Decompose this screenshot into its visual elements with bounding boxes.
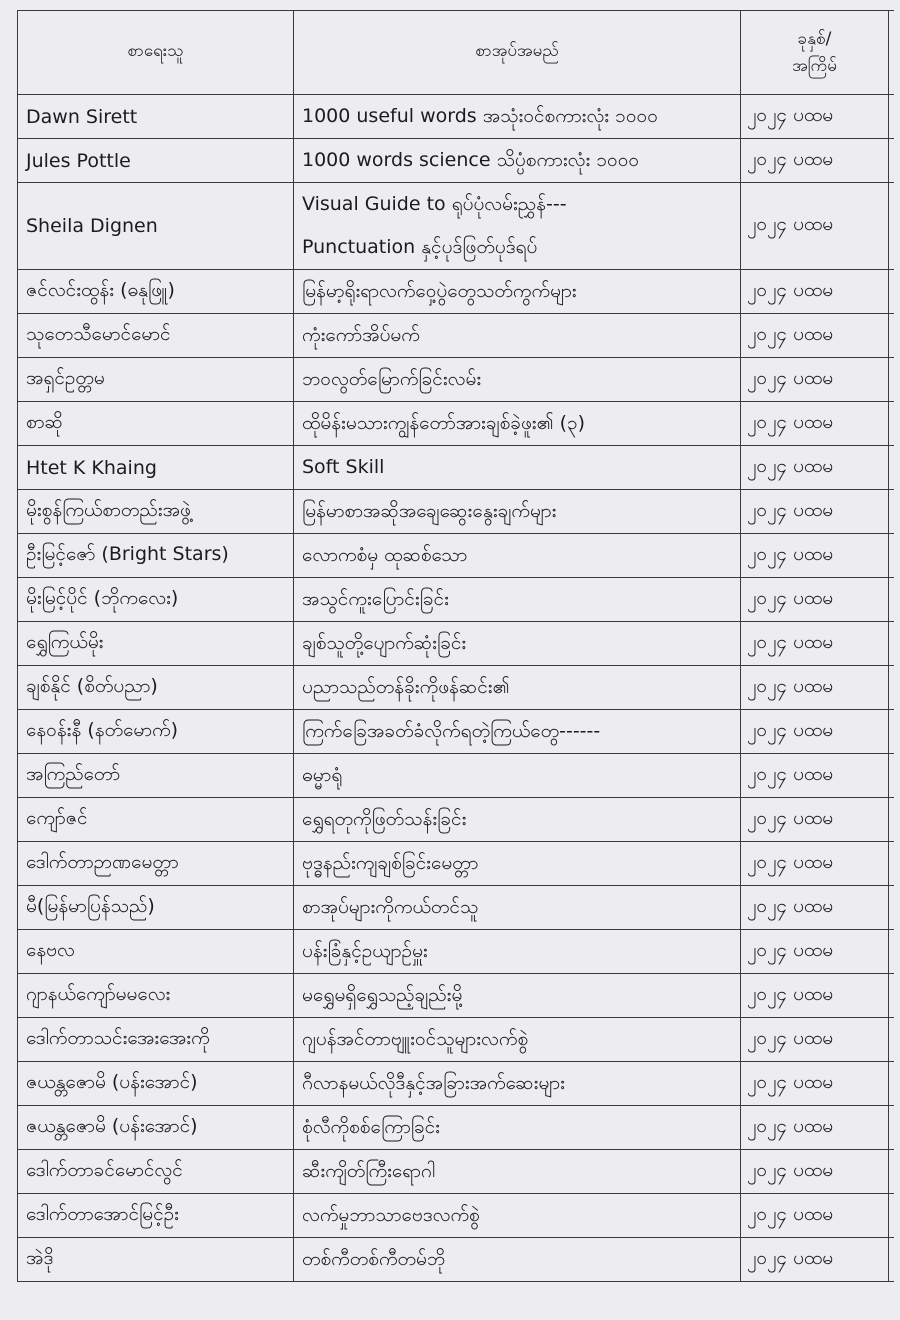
extra-cell [889,314,894,358]
edition-cell: ၂၀၂၄ ပထမ [741,1018,889,1062]
author-cell: မီ(မြန်မာပြန်သည်) [18,886,294,930]
title-cell [294,270,741,314]
title-line: Soft Skill [302,456,385,478]
edition-cell: ၂၀၂၄ ပထမ [741,183,889,270]
author-cell: Jules Pottle [18,139,294,183]
table-row [18,314,894,358]
title-cell [294,358,741,402]
header-row [18,11,894,95]
title-line: ဂျပန်အင်တာဗျူးဝင်သူများလက်စွဲ [302,1028,529,1050]
table-row [18,1018,894,1062]
author-cell: သုတေသီမောင်မောင် [18,314,294,358]
author-cell: နေဝန်းနီ (နတ်မောက်) [18,710,294,754]
title-line: ကြက်ခြေအခတ်ခံလိုက်ရတဲ့ကြယ်တွေ------ [302,720,601,742]
table-body [18,95,894,1282]
title-column-header: စာအုပ်အမည် [294,11,741,95]
author-cell: ဇယန္တဇောမိ (ပန်းအောင်) [18,1062,294,1106]
edition-cell: ၂၀၂၄ ပထမ [741,358,889,402]
title-line: ထိုမိန်းမသားကျွန်တော်အားချစ်ခဲ့ဖူး၏ (၃) [302,412,586,434]
extra-cell [889,1106,894,1150]
title-cell [294,490,741,534]
title-cell [294,95,741,139]
extra-column-header [889,11,894,95]
title-cell [294,1106,741,1150]
author-cell: ဂျာနယ်ကျော်မမလေး [18,974,294,1018]
edition-cell: ၂၀၂၄ ပထမ [741,534,889,578]
edition-cell: ၂၀၂၄ ပထမ [741,490,889,534]
edition-cell: ၂၀၂၄ ပထမ [741,1106,889,1150]
title-cell [294,578,741,622]
author-cell: စာဆို [18,402,294,446]
extra-cell [889,974,894,1018]
edition-cell: ၂၀၂၄ ပထမ [741,754,889,798]
title-line: ဗုဒ္ဓနည်းကျချစ်ခြင်းမေတ္တာ [302,852,479,874]
table-row [18,1062,894,1106]
title-line: Visual Guide to ရုပ်ပုံလမ်းညွှန်--- [302,193,567,215]
author-cell: ချစ်နိုင် (စိတ်ပညာ) [18,666,294,710]
edition-cell: ၂၀၂၄ ပထမ [741,1238,889,1282]
title-cell [294,314,741,358]
table-row [18,622,894,666]
table-row [18,534,894,578]
table-row [18,1150,894,1194]
title-line: လောကစံမှ ထုဆစ်သော [302,544,468,566]
edition-cell: ၂၀၂၄ ပထမ [741,666,889,710]
table-row [18,402,894,446]
extra-cell [889,534,894,578]
author-cell: ဒေါက်တာခင်မောင်လွင် [18,1150,294,1194]
table-row [18,1194,894,1238]
author-cell: နေဗလ [18,930,294,974]
edition-cell: ၂၀၂၄ ပထမ [741,402,889,446]
edition-cell: ၂၀၂၄ ပထမ [741,270,889,314]
edition-cell: ၂၀၂၄ ပထမ [741,1150,889,1194]
title-line: ရွှေရတုကိုဖြတ်သန်းခြင်း [302,808,467,830]
book-list-table [17,10,894,1282]
extra-cell [889,358,894,402]
edition-cell: ၂၀၂၄ ပထမ [741,446,889,490]
title-cell [294,446,741,490]
extra-cell [889,710,894,754]
title-cell [294,622,741,666]
table-row [18,578,894,622]
title-line: မရွှေမရှိရွှေသည့်ချည်းမို့ [302,984,463,1006]
title-cell [294,798,741,842]
extra-cell [889,402,894,446]
table-row [18,183,894,270]
author-column-header: စာရေးသူ [18,11,294,95]
title-cell [294,139,741,183]
author-cell: ရွှေကြယ်မိုး [18,622,294,666]
table-row [18,842,894,886]
title-line: ပညာသည်တန်ခိုးကိုဖန်ဆင်း၏ [302,676,510,698]
edition-cell: ၂၀၂၄ ပထမ [741,314,889,358]
author-cell: မိုးစွန်ကြယ်စာတည်းအဖွဲ့ [18,490,294,534]
title-cell [294,534,741,578]
title-line: စာအုပ်များကိုကယ်တင်သူ [302,896,479,918]
author-cell: အကြည်တော် [18,754,294,798]
author-cell: ဇယန္တဇောမိ (ပန်းအောင်) [18,1106,294,1150]
table-row [18,798,894,842]
extra-cell [889,1194,894,1238]
extra-cell [889,622,894,666]
author-cell: Dawn Sirett [18,95,294,139]
title-line: တစ်ကီတစ်ကီတမ်ဘို [302,1248,446,1270]
title-line: ပန်းခြံနှင့်ဥယျာဉ်မှူး [302,940,428,962]
title-cell [294,930,741,974]
extra-cell [889,95,894,139]
title-cell [294,974,741,1018]
title-cell [294,1018,741,1062]
title-line: ဓမ္မာရုံ [302,764,343,786]
edition-cell: ၂၀၂၄ ပထမ [741,842,889,886]
author-cell: Htet K Khaing [18,446,294,490]
author-cell: ဒေါက်တာသင်းအေးအေးကို [18,1018,294,1062]
title-line: ကုံးကော်အိပ်မက် [302,324,420,346]
extra-cell [889,270,894,314]
extra-cell [889,798,894,842]
title-cell [294,1194,741,1238]
title-cell [294,842,741,886]
table-row [18,930,894,974]
author-cell: အရှင်ဥတ္တမ [18,358,294,402]
extra-cell [889,183,894,270]
edition-cell: ၂၀၂၄ ပထမ [741,930,889,974]
edition-cell: ၂၀၂၄ ပထမ [741,139,889,183]
extra-cell [889,1238,894,1282]
table-row [18,358,894,402]
title-line: စုံလီကိုစစ်ကြောခြင်း [302,1116,440,1138]
title-line: မြန်မာ့ရိုးရာလက်ဝှေ့ပွဲတွေသတ်ကွက်များ [302,280,577,302]
edition-cell: ၂၀၂၄ ပထမ [741,578,889,622]
title-cell [294,710,741,754]
author-cell: ဒေါက်တာဉာဏမေတ္တာ [18,842,294,886]
table-row [18,490,894,534]
extra-cell [889,490,894,534]
edition-cell: ၂၀၂၄ ပထမ [741,886,889,930]
author-cell: ကျော်ဇင် [18,798,294,842]
title-line: ဆီးကျိတ်ကြီးရောဂါ [302,1160,436,1182]
title-cell [294,183,741,270]
extra-cell [889,842,894,886]
table-row [18,1238,894,1282]
table-row [18,1106,894,1150]
title-line: လက်မှုဘာသာဗေဒလက်စွဲ [302,1204,480,1226]
edition-cell: ၂၀၂၄ ပထမ [741,1194,889,1238]
table-row [18,754,894,798]
extra-cell [889,578,894,622]
title-line: မြန်မာစာအဆိုအချေဆွေးနွေးချက်များ [302,500,557,522]
title-cell [294,1150,741,1194]
title-cell [294,1062,741,1106]
table-header [18,11,894,95]
extra-cell [889,754,894,798]
extra-cell [889,446,894,490]
author-cell: မိုးမြင့်ပိုင် (ဘိုကလေး) [18,578,294,622]
extra-cell [889,1062,894,1106]
author-cell: အဲဒို [18,1238,294,1282]
edition-cell: ၂၀၂၄ ပထမ [741,1062,889,1106]
edition-column-header [741,11,889,95]
edition-cell: ၂၀၂၄ ပထမ [741,710,889,754]
title-line: ချစ်သူတို့ပျောက်ဆုံးခြင်း [302,632,467,654]
table-row [18,270,894,314]
table-row [18,974,894,1018]
title-line: ဂီလာနမယ်လိုဒီနှင့်အခြားအက်ဆေးများ [302,1072,565,1094]
edition-cell: ၂၀၂၄ ပထမ [741,974,889,1018]
title-line: 1000 words science သိပ္ပံစကားလုံး ၁၀၀၀ [302,149,640,171]
extra-cell [889,139,894,183]
title-line: 1000 useful words အသုံးဝင်စကားလုံး ၁၀၀၀ [302,105,658,127]
title-cell [294,402,741,446]
author-cell: Sheila Dignen [18,183,294,270]
table-row [18,446,894,490]
title-line: အသွင်ကူးပြောင်းခြင်း [302,588,449,610]
extra-cell [889,666,894,710]
title-cell [294,754,741,798]
edition-cell: ၂၀၂၄ ပထမ [741,95,889,139]
author-cell: ဒေါက်တာအောင်မြင့်ဦး [18,1194,294,1238]
title-cell [294,1238,741,1282]
table-row [18,710,894,754]
extra-cell [889,886,894,930]
table-row [18,139,894,183]
title-line: Punctuation နှင့်ပုဒ်ဖြတ်ပုဒ်ရပ် [302,236,538,258]
extra-cell [889,1150,894,1194]
title-cell [294,666,741,710]
extra-cell [889,1018,894,1062]
title-line: ဘဝလွတ်မြောက်ခြင်းလမ်း [302,368,482,390]
extra-cell [889,930,894,974]
table-row [18,666,894,710]
edition-header-line2: အကြိမ် [792,55,837,76]
edition-header-line1: ခုနှစ်/ [797,28,832,49]
author-cell: ဦးမြင့်ဇော် (Bright Stars) [18,534,294,578]
table-row [18,886,894,930]
edition-cell: ၂၀၂၄ ပထမ [741,798,889,842]
table-row [18,95,894,139]
author-cell: ဇင်လင်းထွန်း (ဓနုဖြူ) [18,270,294,314]
title-cell [294,886,741,930]
edition-cell: ၂၀၂၄ ပထမ [741,622,889,666]
